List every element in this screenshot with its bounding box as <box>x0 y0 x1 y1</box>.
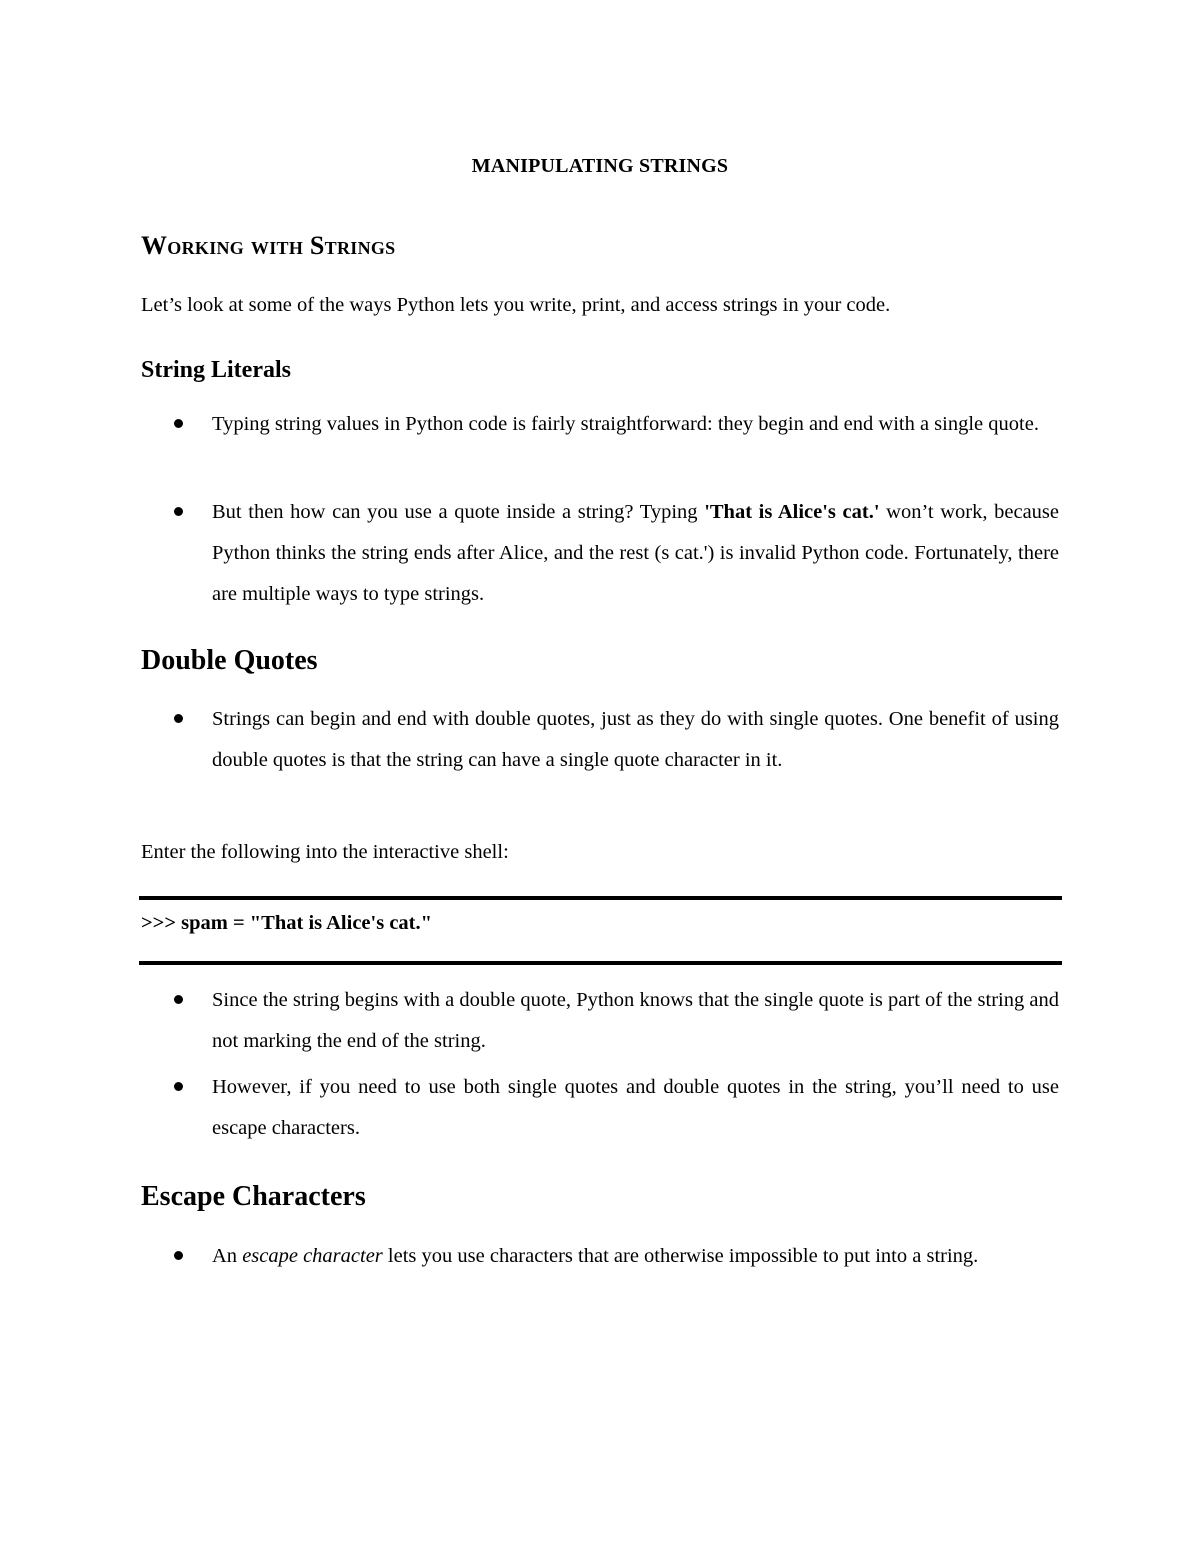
bullet-text: However, if you need to use both single quotes and double quotes in the string, you’ll need to use escape characters. <box>212 1076 1059 1139</box>
heading-escape-characters: Escape Characters <box>141 1181 366 1212</box>
bullet-dot-icon <box>174 419 183 428</box>
bullet-text-part: But then how can you use a quote inside a string? Typing <box>212 501 705 523</box>
bullet-item <box>141 699 1059 781</box>
heading-double-quotes: Double Quotes <box>141 645 318 676</box>
bullet-dot-icon <box>174 995 183 1004</box>
bullet-text-part: won’t work, because Python thinks the string ends after Alice, and the rest (s cat.') is invalid Python code. Fortunately, there are multiple ways to type strings. <box>212 501 1059 605</box>
bullet-dot-icon <box>174 507 183 516</box>
bullet-text: Strings can begin and end with double quotes, just as they do with single quotes. One benefit of using double quotes is that the string can have a single quote character in it. <box>212 708 1059 771</box>
bullet-item <box>141 980 1059 1062</box>
code-top-rule <box>139 896 1062 900</box>
italic-term: escape character <box>242 1245 383 1267</box>
bullet-item <box>141 1236 1059 1277</box>
bullet-item <box>141 492 1059 615</box>
bullet-dot-icon <box>174 1251 183 1260</box>
bullet-text <box>212 492 1059 615</box>
section-heading-working-with-strings: Working with Strings <box>141 231 396 260</box>
bullet-text: Typing string values in Python code is fairly straightforward: they begin and end with a single quote. <box>212 413 1039 435</box>
intro-paragraph: Let’s look at some of the ways Python lets you write, print, and access strings in your code. <box>141 294 891 316</box>
heading-string-literals: String Literals <box>141 357 291 383</box>
bullet-text-part: lets you use characters that are otherwise impossible to put into a string. <box>382 1245 979 1267</box>
shell-instruction: Enter the following into the interactive shell: <box>141 841 509 863</box>
code-line: >>> spam = "That is Alice's cat." <box>141 912 433 934</box>
bullet-item <box>141 1067 1059 1149</box>
bold-code-example: 'That is Alice's cat.' <box>704 501 880 523</box>
code-bottom-rule <box>139 961 1062 965</box>
document-title: MANIPULATING STRINGS <box>471 155 729 177</box>
bullet-text-part: An <box>212 1245 243 1267</box>
bullet-text: Since the string begins with a double quote, Python knows that the single quote is part of the string and not marking the end of the string. <box>212 989 1059 1052</box>
bullet-text <box>212 1236 1059 1277</box>
bullet-item <box>141 404 1059 445</box>
bullet-dot-icon <box>174 1082 183 1091</box>
bullet-dot-icon <box>174 714 183 723</box>
